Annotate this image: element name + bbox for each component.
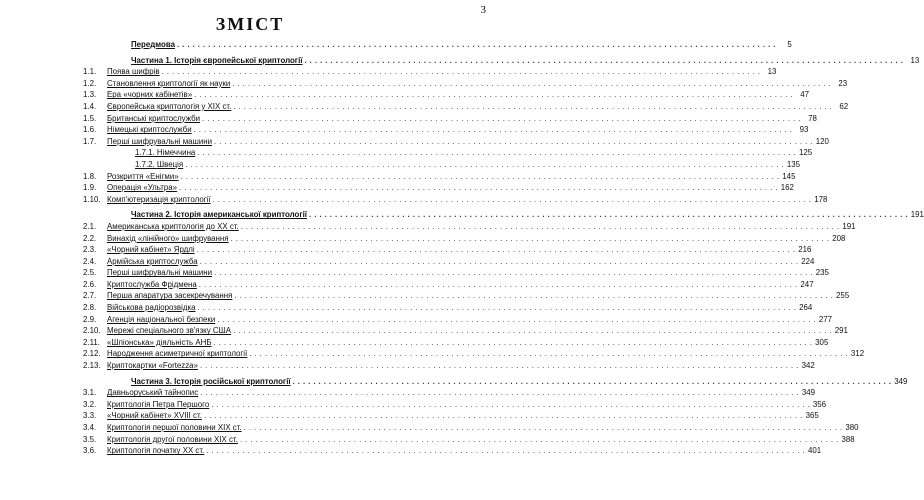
toc-part-heading[interactable] <box>83 376 908 388</box>
toc-entry-page: 255 <box>836 291 850 301</box>
toc-entry-number: 2.8. <box>83 303 97 313</box>
toc-entry[interactable] <box>83 113 817 125</box>
dot-leader <box>197 147 796 159</box>
toc-entry[interactable] <box>83 360 815 372</box>
toc-entry-title: Перші шифрувальні машини <box>107 268 213 278</box>
toc-entry[interactable] <box>83 267 829 279</box>
toc-entry-title: Розкриття «Енігми» <box>107 171 179 181</box>
toc-entry-title: Криптологія початку ХХ ст. <box>107 446 205 456</box>
toc-entry-page: 125 <box>798 148 813 158</box>
toc-entry-page: 62 <box>839 101 849 111</box>
toc-entry-title: Ера «чорних кабінетів» <box>107 90 193 100</box>
toc-entry[interactable] <box>83 89 809 101</box>
dot-leader <box>244 422 843 434</box>
toc-entry-number: 1.7. <box>83 136 97 146</box>
toc-entry-title: Перша апаратура засекречування <box>107 291 233 301</box>
toc-part-heading[interactable] <box>83 39 792 51</box>
toc-entry[interactable] <box>83 101 849 113</box>
toc-entry-number: 3.6. <box>83 446 97 456</box>
toc-entry-page: 264 <box>799 303 813 313</box>
dot-leader <box>240 434 839 446</box>
toc-entry-title: 1.7.2. Швеція <box>135 159 184 169</box>
toc-entry-page: 13 <box>910 55 920 65</box>
toc-entry-page: 235 <box>815 268 829 278</box>
dot-leader <box>198 302 797 314</box>
dot-leader <box>202 113 801 125</box>
toc-entry-title: Криптокартки «Fortezza» <box>107 361 198 371</box>
toc-entry-page: 13 <box>767 67 777 77</box>
toc-entry-page: 191 <box>910 210 924 220</box>
toc-entry[interactable] <box>83 78 848 90</box>
toc-entry-title: Народження асиметричної криптології <box>107 349 248 359</box>
toc-entry[interactable] <box>83 445 822 457</box>
dot-leader <box>194 89 793 101</box>
dot-leader <box>185 159 784 171</box>
dot-leader <box>214 136 813 148</box>
toc-entry-number: 1.9. <box>83 183 97 193</box>
toc-entry-number: 2.6. <box>83 279 97 289</box>
toc-entry-page: 277 <box>818 314 833 324</box>
toc-entry[interactable] <box>83 136 829 148</box>
dot-leader <box>233 101 832 113</box>
toc-entry-page: 208 <box>832 233 846 243</box>
toc-entry-title: Американська криптологія до ХХ ст. <box>107 221 239 231</box>
toc-part-heading[interactable] <box>83 209 924 221</box>
toc-entry-number: 2.3. <box>83 245 97 255</box>
toc-entry[interactable] <box>83 256 815 268</box>
toc-entry-number: 1.10. <box>83 194 101 204</box>
toc-entry-number: 2.7. <box>83 291 97 301</box>
toc-entry-number: 1.2. <box>83 78 97 88</box>
toc-entry[interactable] <box>83 410 819 422</box>
toc-entry-title: 1.7.1. Німеччина <box>135 148 196 158</box>
dot-leader <box>162 66 761 78</box>
toc-entry-number: 2.9. <box>83 314 97 324</box>
toc-entry-title: Частина 3. Історія російської криптології <box>131 376 291 386</box>
toc-entry-number: 2.10. <box>83 326 101 336</box>
toc-entry[interactable] <box>83 290 850 302</box>
toc-entry-title: Британські криптослужби <box>107 113 201 123</box>
toc-entry-page: 356 <box>812 399 827 409</box>
toc-entry-page: 312 <box>850 349 865 359</box>
toc-entry-number: 1.8. <box>83 171 97 181</box>
toc-entry-title: Перші шифрувальні машини <box>107 136 213 146</box>
dot-leader <box>181 171 780 183</box>
toc-entry-page: 135 <box>786 159 801 169</box>
toc-entry-number: 2.13. <box>83 361 101 371</box>
toc-entry-title: Військова радіорозвідка <box>107 303 196 313</box>
toc-entry-title: Агенція національної безпеки <box>107 314 216 324</box>
toc-entry-number: 1.1. <box>83 67 97 77</box>
toc-entry-title: Криптослужба Фрідмена <box>107 279 197 289</box>
toc-entry-page: 365 <box>805 411 819 421</box>
toc-entry-number: 2.5. <box>83 268 97 278</box>
toc-entry-page: 388 <box>841 434 855 444</box>
dot-leader <box>241 221 840 233</box>
toc-entry[interactable] <box>83 221 856 233</box>
toc-entry-page: 401 <box>807 446 822 456</box>
toc-entry-number: 1.5. <box>83 113 97 123</box>
toc-entry-page: 78 <box>808 113 817 123</box>
dot-leader <box>177 39 776 51</box>
toc-entry-title: Комп'ютеризація криптології <box>107 194 211 204</box>
toc-entry[interactable] <box>83 337 829 349</box>
toc-entry-number: 2.12. <box>83 349 101 359</box>
table-of-contents <box>83 39 924 457</box>
toc-entry-title: Криптологія другої половини ХІХ ст. <box>107 434 238 444</box>
toc-entry-page: 342 <box>801 361 815 371</box>
dot-leader <box>309 209 908 221</box>
toc-entry-title: «Шпіонська» діяльність АНБ <box>107 337 212 347</box>
toc-entry-number: 3.1. <box>83 388 97 398</box>
dot-leader <box>213 194 812 206</box>
toc-entry[interactable] <box>83 244 812 256</box>
toc-entry-page: 145 <box>782 171 796 181</box>
toc-entry-number: 2.2. <box>83 233 97 243</box>
toc-entry-number: 3.3. <box>83 411 97 421</box>
dot-leader <box>204 410 803 422</box>
toc-entry-number: 3.5. <box>83 434 97 444</box>
dot-leader <box>232 78 831 90</box>
toc-entry-number: 1.3. <box>83 90 97 100</box>
dot-leader <box>211 399 810 411</box>
dot-leader <box>249 348 848 360</box>
toc-entry[interactable] <box>83 422 859 434</box>
dot-leader <box>194 124 793 136</box>
dot-leader <box>197 244 796 256</box>
toc-entry[interactable] <box>83 325 848 337</box>
toc-entry-page: 349 <box>894 376 908 386</box>
toc-entry-page: 93 <box>799 125 809 135</box>
toc-subentry[interactable] <box>83 147 813 159</box>
dot-leader <box>214 267 813 279</box>
toc-entry-page: 349 <box>801 388 815 398</box>
toc-entry[interactable] <box>83 387 815 399</box>
toc-entry-page: 224 <box>801 256 815 266</box>
page-number: 3 <box>480 4 486 16</box>
toc-entry-title: Винахід «лінійного» шифрування <box>107 233 229 243</box>
toc-entry-page: 305 <box>815 337 829 347</box>
dot-leader <box>234 290 833 302</box>
dot-leader <box>214 337 813 349</box>
dot-leader <box>179 182 778 194</box>
toc-entry-title: «Чорний кабінет» Ярдлі <box>107 245 195 255</box>
toc-entry-title: Криптологія Петра Першого <box>107 399 210 409</box>
toc-entry-title: Мережі спеціального зв'язку США <box>107 326 232 336</box>
toc-entry[interactable] <box>83 314 833 326</box>
toc-subentry[interactable] <box>83 159 801 171</box>
toc-entry-page: 23 <box>838 78 848 88</box>
toc-entry-number: 2.11. <box>83 337 100 347</box>
toc-entry-page: 191 <box>842 221 856 231</box>
toc-entry[interactable] <box>83 182 794 194</box>
toc-entry-title: Частина 1. Історія європейської криптології <box>131 55 303 65</box>
toc-entry-page: 120 <box>815 136 829 146</box>
toc-entry-title: Частина 2. Історія американської криптології <box>131 210 308 220</box>
toc-entry-title: Німецькі криптослужби <box>107 125 192 135</box>
dot-leader <box>200 360 799 372</box>
toc-entry[interactable] <box>83 124 809 136</box>
toc-entry-title: Європейська криптологія у ХІХ ст. <box>107 101 232 111</box>
toc-entry-page: 5 <box>787 40 792 49</box>
toc-entry[interactable] <box>83 233 846 245</box>
toc-entry-page: 380 <box>845 423 859 432</box>
dot-leader <box>231 233 830 245</box>
dot-leader <box>233 325 832 337</box>
page-title: ЗМІСТ <box>215 14 285 34</box>
toc-entry[interactable] <box>83 434 855 446</box>
toc-entry[interactable] <box>83 171 796 183</box>
toc-entry-page: 178 <box>814 194 828 204</box>
dot-leader <box>199 279 798 291</box>
dot-leader <box>305 55 904 67</box>
dot-leader <box>206 445 805 457</box>
toc-entry[interactable] <box>83 399 827 411</box>
dot-leader <box>200 256 799 268</box>
toc-entry-number: 1.4. <box>83 101 97 111</box>
toc-entry-number: 2.1. <box>83 221 97 231</box>
toc-entry-title: «Чорний кабінет» XVIII ст. <box>107 411 202 421</box>
toc-entry-page: 291 <box>834 326 848 336</box>
toc-entry-title: Передмова <box>131 40 175 49</box>
toc-entry-title: Давньоруський тайнопис <box>107 388 199 398</box>
toc-entry-title: Операція «Ультра» <box>107 183 178 193</box>
toc-entry-title: Становлення криптології як науки <box>107 78 231 88</box>
dot-leader <box>217 314 816 326</box>
toc-entry-number: 3.2. <box>83 399 97 409</box>
toc-entry[interactable] <box>83 302 813 314</box>
dot-leader <box>293 376 892 388</box>
dot-leader <box>200 387 799 399</box>
toc-part-heading[interactable] <box>83 55 920 67</box>
toc-entry[interactable] <box>83 66 777 78</box>
toc-entry-title: Армійська криптослужба <box>107 256 198 266</box>
toc-entry-page: 216 <box>798 245 812 255</box>
toc-entry-title: Криптологія першої половини ХІХ ст. <box>107 423 242 432</box>
toc-entry-page: 247 <box>800 279 814 289</box>
toc-entry-title: Поява шифрів <box>107 67 160 77</box>
toc-entry[interactable] <box>83 279 814 291</box>
toc-entry-number: 1.6. <box>83 125 97 135</box>
toc-entry[interactable] <box>83 348 865 360</box>
toc-entry-page: 162 <box>780 183 794 193</box>
toc-entry-number: 3.4. <box>83 423 97 432</box>
toc-entry-page: 47 <box>800 90 809 100</box>
toc-entry[interactable] <box>83 194 828 206</box>
toc-entry-number: 2.4. <box>83 256 97 266</box>
